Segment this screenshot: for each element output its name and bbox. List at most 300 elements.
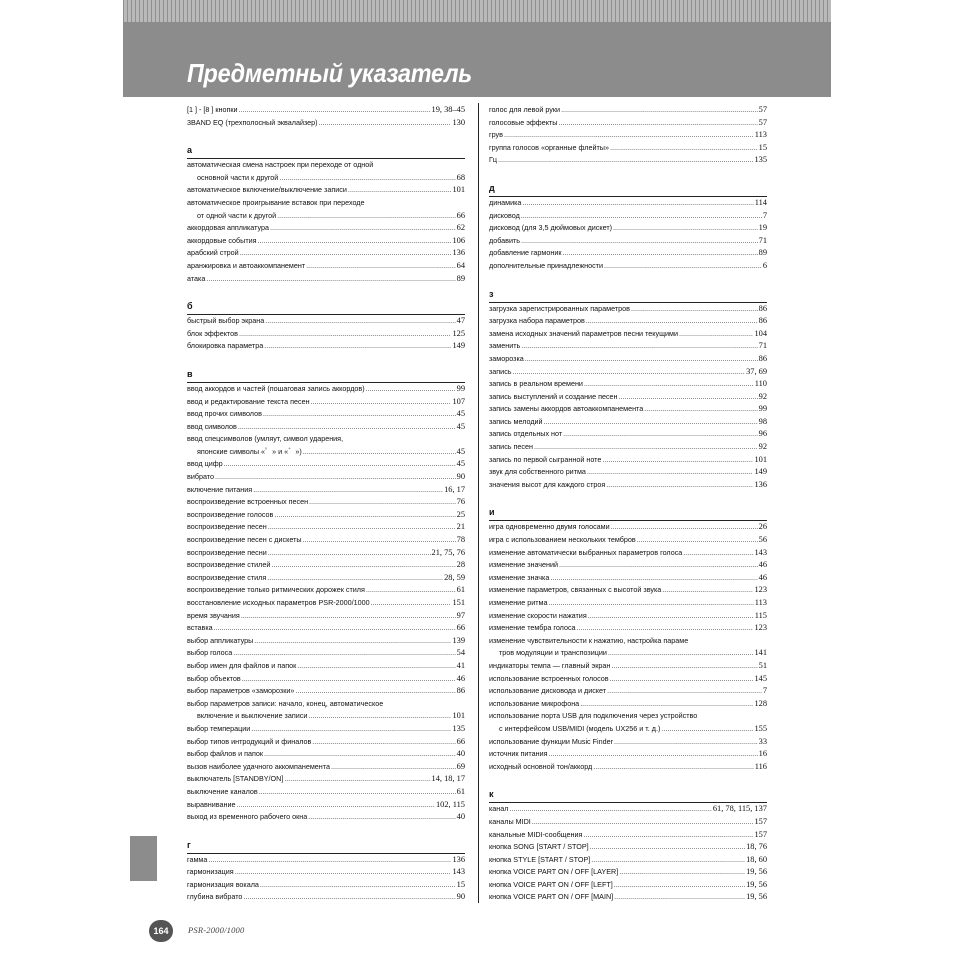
- index-page-refs: 69: [456, 761, 465, 771]
- leader-dots: [610, 142, 758, 155]
- index-entry: [187, 315, 465, 328]
- index-entry: [489, 403, 767, 416]
- index-page-refs: 40: [456, 812, 465, 822]
- index-term: динамика: [489, 197, 522, 207]
- index-page-refs: 151: [452, 598, 465, 607]
- index-entry: [489, 584, 767, 597]
- index-page-refs: 102, 115: [435, 799, 465, 809]
- index-intro-group: [489, 104, 767, 167]
- index-page-refs: 90: [456, 472, 465, 482]
- leader-dots: [637, 534, 758, 547]
- leader-dots: [509, 803, 711, 816]
- index-page-refs: 62: [456, 223, 465, 233]
- leader-dots: [563, 247, 758, 260]
- leader-dots: [279, 172, 455, 185]
- index-term: вставка: [187, 623, 213, 633]
- leader-dots: [534, 441, 758, 454]
- index-entry: [489, 647, 767, 660]
- leader-dots: [591, 854, 745, 867]
- leader-dots: [303, 534, 456, 547]
- leader-dots: [271, 559, 455, 572]
- leader-dots: [308, 811, 455, 824]
- index-page-refs: 116: [754, 761, 767, 771]
- index-term: воспроизведение песен: [187, 522, 267, 532]
- index-term: включение и выключение записи: [197, 711, 308, 721]
- index-entry: [187, 184, 465, 197]
- index-entry: [489, 479, 767, 492]
- index-term: запись по первой сыгранной ноте: [489, 454, 602, 464]
- index-page-refs: 19, 56: [746, 892, 767, 902]
- index-page-refs: 47: [456, 316, 465, 326]
- index-entry: [489, 534, 767, 547]
- index-page-refs: 115: [754, 610, 767, 620]
- index-page-refs: 89: [456, 273, 465, 283]
- index-entry: [489, 235, 767, 248]
- leader-dots: [241, 610, 456, 623]
- index-entry: [489, 879, 767, 892]
- index-page-refs: 57: [758, 105, 767, 114]
- index-term: замена исходных значений параметров песни текущими: [489, 328, 678, 338]
- index-entry: [489, 428, 767, 441]
- index-entry: [187, 383, 465, 396]
- index-page-refs: 45: [456, 459, 465, 469]
- index-entry: [489, 816, 767, 829]
- leader-dots: [584, 378, 754, 391]
- leader-dots: [214, 622, 456, 635]
- leader-dots: [559, 559, 758, 572]
- index-term: изменение параметров, связанных с высотой звука: [489, 585, 662, 595]
- index-page-refs: 149: [754, 467, 767, 477]
- section-letter-heading: г: [187, 840, 465, 854]
- index-page-refs: 56: [758, 535, 767, 545]
- index-term: воспроизведение только ритмических дорожек стиля: [187, 585, 365, 595]
- index-term: [1 ] - [8 ] кнопки: [187, 105, 238, 114]
- leader-dots: [583, 829, 753, 842]
- index-column-right: [489, 104, 767, 904]
- index-term: воспроизведение стиля: [187, 572, 267, 582]
- leader-dots: [284, 773, 430, 786]
- index-term: использование дисковода и дискет: [489, 686, 607, 696]
- leader-dots: [525, 353, 758, 366]
- index-term: выбор файлов и папок: [187, 749, 264, 759]
- index-entry: [489, 154, 767, 167]
- index-page-refs: 78: [456, 535, 465, 545]
- index-term: запись отдельных нот: [489, 429, 563, 439]
- index-page-refs: 99: [758, 404, 767, 414]
- index-page-refs: 15: [758, 142, 767, 152]
- index-entry: [489, 698, 767, 711]
- leader-dots: [606, 479, 753, 492]
- index-page-refs: 15: [456, 879, 465, 889]
- index-page-refs: 64: [456, 260, 465, 270]
- index-page-refs: 86: [758, 353, 767, 363]
- leader-dots: [306, 260, 455, 273]
- index-term: автоматическая смена настроек при переходе от одной: [187, 160, 374, 170]
- index-intro-group: [187, 104, 465, 129]
- index-entry: [489, 829, 767, 842]
- index-entry: [187, 891, 465, 904]
- leader-dots: [614, 736, 758, 749]
- index-page-refs: 25: [456, 509, 465, 519]
- index-page-refs: 76: [456, 497, 465, 507]
- index-section: [489, 507, 767, 773]
- index-entry: [489, 685, 767, 698]
- index-term: дисковод (для 3,5 дюймовых дискет): [489, 223, 613, 233]
- index-page-refs: 106: [452, 235, 465, 245]
- leader-dots: [513, 366, 746, 379]
- index-term: основной части к другой: [197, 172, 279, 182]
- index-term: выбор типов интродукций и финалов: [187, 736, 312, 746]
- index-entry: [187, 584, 465, 597]
- index-entry: [489, 660, 767, 673]
- leader-dots: [631, 303, 758, 316]
- index-entry: [489, 610, 767, 623]
- index-term: загрузка зарегистрированных параметров: [489, 303, 630, 313]
- index-page-refs: 123: [754, 585, 767, 595]
- index-entry: [489, 622, 767, 635]
- index-entry: [187, 159, 465, 172]
- leader-dots: [607, 685, 762, 698]
- index-page-refs: 16: [758, 749, 767, 759]
- leader-dots: [264, 748, 456, 761]
- leader-dots: [608, 647, 754, 660]
- index-page-refs: 21, 75, 76: [431, 547, 465, 557]
- leader-dots: [260, 879, 456, 892]
- index-entry: [187, 172, 465, 185]
- leader-dots: [239, 104, 431, 117]
- index-entry: [489, 841, 767, 854]
- index-term: глубина вибрато: [187, 892, 243, 902]
- index-page-refs: 86: [758, 303, 767, 313]
- index-page-refs: 101: [452, 711, 465, 721]
- index-entry: [187, 685, 465, 698]
- index-term: игра одновременно двумя голосами: [489, 522, 610, 532]
- leader-dots: [590, 841, 745, 854]
- index-term: аранжировка и автоаккомпанемент: [187, 260, 306, 270]
- leader-dots: [619, 391, 758, 404]
- index-term: голосовые эффекты: [489, 117, 558, 127]
- index-term: запись мелодий: [489, 416, 543, 426]
- leader-dots: [586, 315, 758, 328]
- index-section: [187, 301, 465, 353]
- leader-dots: [270, 222, 456, 235]
- index-page-refs: 54: [456, 648, 465, 658]
- index-term: изменение значений: [489, 560, 559, 570]
- index-page-refs: 7: [762, 210, 767, 220]
- section-letter-heading: в: [187, 369, 465, 383]
- index-page-refs: 71: [758, 235, 767, 245]
- index-entry: [187, 748, 465, 761]
- index-page-refs: 125: [452, 328, 465, 338]
- leader-dots: [521, 340, 757, 353]
- index-entry: [489, 572, 767, 585]
- index-page-refs: 28: [456, 560, 465, 570]
- leader-dots: [683, 547, 753, 560]
- index-term: загрузка набора параметров: [489, 316, 585, 326]
- leader-dots: [580, 698, 753, 711]
- index-page-refs: 141: [754, 648, 767, 658]
- index-page-refs: 46: [758, 560, 767, 570]
- leader-dots: [550, 572, 757, 585]
- leader-dots: [614, 891, 745, 904]
- index-entry: [489, 454, 767, 467]
- index-entry: [187, 433, 465, 446]
- leader-dots: [521, 210, 762, 223]
- leader-dots: [308, 710, 451, 723]
- index-page-refs: 113: [754, 598, 767, 607]
- index-term: голос для левой руки: [489, 105, 561, 114]
- index-page-refs: 107: [452, 396, 465, 406]
- leader-dots: [331, 761, 456, 774]
- index-entry: [187, 396, 465, 409]
- index-entry: [187, 635, 465, 648]
- index-term: использование встроенных голосов: [489, 673, 609, 683]
- index-term: кнопка VOICE PART ON / OFF [MAIN]: [489, 892, 614, 902]
- index-term: грув: [489, 130, 503, 140]
- index-page-refs: 136: [452, 854, 465, 864]
- index-page-refs: 104: [754, 328, 767, 338]
- index-section: [489, 183, 767, 273]
- leader-dots: [312, 736, 455, 749]
- index-page-refs: 139: [452, 635, 465, 645]
- index-entry: [187, 622, 465, 635]
- index-term: кнопка SONG [START / STOP]: [489, 842, 589, 852]
- leader-dots: [233, 647, 455, 660]
- index-page-refs: 135: [754, 155, 767, 165]
- leader-dots: [611, 521, 758, 534]
- leader-dots: [588, 610, 754, 623]
- index-term: дисковод: [489, 210, 520, 220]
- index-term: кнопка STYLE [START / STOP]: [489, 854, 591, 864]
- index-entry: [489, 247, 767, 260]
- index-term: гармонизация: [187, 867, 234, 877]
- index-term: группа голосов «органные флейты»: [489, 142, 609, 152]
- index-term: выравнивание: [187, 799, 236, 809]
- index-term: Гц: [489, 155, 498, 165]
- index-page-refs: 45: [456, 446, 465, 456]
- leader-dots: [602, 454, 753, 467]
- index-page-refs: 149: [452, 341, 465, 351]
- leader-dots: [593, 761, 754, 774]
- leader-dots: [268, 521, 456, 534]
- index-entry: [187, 117, 465, 130]
- index-entry: [489, 866, 767, 879]
- index-page-refs: 61: [456, 585, 465, 595]
- leader-dots: [611, 660, 757, 673]
- index-entry: [489, 673, 767, 686]
- index-entry: [489, 210, 767, 223]
- index-term: автоматическое включение/выключение записи: [187, 185, 347, 195]
- index-term: аккордовая аппликатура: [187, 223, 270, 233]
- index-page-refs: 19, 56: [746, 879, 767, 889]
- leader-dots: [265, 315, 455, 328]
- leader-dots: [366, 584, 456, 597]
- leader-dots: [235, 866, 452, 879]
- leader-dots: [563, 428, 757, 441]
- index-page-refs: 157: [754, 829, 767, 839]
- index-entry: [187, 235, 465, 248]
- leader-dots: [238, 421, 456, 434]
- index-page-refs: 71: [758, 341, 767, 351]
- index-term: выбор объектов: [187, 673, 241, 683]
- index-page-refs: 61, 78, 115, 137: [712, 804, 767, 814]
- index-term: ввод аккордов и частей (пошаговая запись аккордов): [187, 383, 365, 393]
- index-term: аккордовые события: [187, 235, 257, 245]
- index-entry: [187, 761, 465, 774]
- index-term: выключение каналов: [187, 786, 258, 796]
- index-page-refs: 136: [754, 479, 767, 489]
- section-letter-heading: к: [489, 789, 767, 803]
- index-page-refs: 99: [456, 383, 465, 393]
- index-page-refs: 46: [456, 673, 465, 683]
- leader-dots: [267, 572, 443, 585]
- index-term: канал: [489, 804, 509, 814]
- index-term: ввод спецсимволов (умляут, символ ударения,: [187, 434, 344, 444]
- index-page-refs: 40: [456, 749, 465, 759]
- index-page-refs: 86: [758, 316, 767, 326]
- index-page-refs: 130: [452, 117, 465, 127]
- index-term: атака: [187, 273, 206, 283]
- index-page-refs: 57: [758, 117, 767, 127]
- section-letter-heading: з: [489, 289, 767, 303]
- index-term: запись в реальном времени: [489, 379, 583, 389]
- index-page-refs: 143: [754, 547, 767, 557]
- footer-model-name: PSR-2000/1000: [188, 925, 245, 935]
- index-term: изменение чувствительности к нажатию, настройка параме: [489, 635, 689, 645]
- index-term: гамма: [187, 854, 208, 864]
- leader-dots: [243, 891, 455, 904]
- index-term: каналы MIDI: [489, 816, 531, 826]
- index-entry: [489, 328, 767, 341]
- index-term: использование порта USB для подключения через устройство: [489, 711, 698, 721]
- index-page-refs: 26: [758, 522, 767, 532]
- index-term: блок эффектов: [187, 328, 238, 338]
- leader-dots: [206, 273, 455, 286]
- index-term: добавить: [489, 235, 521, 245]
- leader-dots: [277, 210, 456, 223]
- index-term: выбор параметров записи: начало, конец, автоматическое: [187, 698, 384, 708]
- index-entry: [489, 597, 767, 610]
- index-page-refs: 143: [452, 867, 465, 877]
- index-term: время звучания: [187, 610, 240, 620]
- index-page-refs: 68: [456, 172, 465, 182]
- index-page-refs: 45: [456, 421, 465, 431]
- index-entry: [187, 521, 465, 534]
- leader-dots: [208, 854, 451, 867]
- index-entry: [489, 117, 767, 130]
- index-entry: [489, 260, 767, 273]
- index-term: индикаторы темпа — главный экран: [489, 660, 611, 670]
- leader-dots: [258, 235, 452, 248]
- index-entry: [187, 866, 465, 879]
- index-page-refs: 16, 17: [444, 484, 465, 494]
- page-number-badge: 164: [149, 920, 173, 942]
- index-term: заменить: [489, 341, 521, 351]
- index-entry: [489, 559, 767, 572]
- leader-dots: [371, 597, 452, 610]
- index-term: вызов наиболее удачного аккомпанемента: [187, 761, 330, 771]
- index-page-refs: 19: [758, 223, 767, 233]
- index-term: запись песен: [489, 442, 533, 452]
- index-page-refs: 97: [456, 610, 465, 620]
- leader-dots: [311, 396, 452, 409]
- index-page-refs: 18, 60: [746, 854, 767, 864]
- index-term: выбор параметров «заморозки»: [187, 686, 295, 696]
- index-page-refs: 157: [754, 816, 767, 826]
- index-entry: [489, 416, 767, 429]
- index-term: добавление гармоник: [489, 248, 562, 258]
- index-column-left: [187, 104, 465, 904]
- leader-dots: [644, 403, 757, 416]
- index-term: ввод прочих символов: [187, 409, 262, 419]
- index-term: выход из временного рабочего окна: [187, 812, 308, 822]
- header-band: [123, 22, 831, 97]
- index-entry: [187, 547, 465, 560]
- index-entry: [489, 521, 767, 534]
- index-page-refs: 135: [452, 723, 465, 733]
- index-page-refs: 89: [758, 248, 767, 258]
- index-term: источник питания: [489, 749, 548, 759]
- index-term: тров модуляции и транспозиции: [499, 648, 607, 658]
- leader-dots: [224, 458, 456, 471]
- index-term: ввод цифр: [187, 459, 223, 469]
- index-sections: [489, 183, 767, 904]
- leader-dots: [679, 328, 753, 341]
- leader-dots: [319, 117, 452, 130]
- index-page-refs: 128: [754, 698, 767, 708]
- section-letter-heading: и: [489, 507, 767, 521]
- index-term: кнопка VOICE PART ON / OFF [LAYER]: [489, 867, 619, 877]
- index-entry: [187, 799, 465, 812]
- leader-dots: [366, 383, 456, 396]
- leader-dots: [619, 866, 745, 879]
- index-section: [489, 289, 767, 492]
- index-entry: [187, 104, 465, 117]
- index-entry: [187, 559, 465, 572]
- leader-dots: [215, 471, 456, 484]
- index-term: дополнительные принадлежности: [489, 260, 603, 270]
- index-entry: [489, 315, 767, 328]
- index-term: использование микрофона: [489, 698, 580, 708]
- index-term: ввод символов: [187, 421, 237, 431]
- index-page-refs: 90: [456, 892, 465, 902]
- index-page-refs: 96: [758, 429, 767, 439]
- index-page-refs: 98: [758, 416, 767, 426]
- index-term: игра с использованием нескольких тембров: [489, 535, 636, 545]
- index-term: вибрато: [187, 472, 214, 482]
- index-entry: [187, 273, 465, 286]
- leader-dots: [504, 129, 754, 142]
- leader-dots: [239, 328, 451, 341]
- section-letter-heading: б: [187, 301, 465, 315]
- leader-dots: [662, 584, 753, 597]
- index-entry: [489, 129, 767, 142]
- index-term: выбор темперации: [187, 723, 251, 733]
- index-entry: [187, 534, 465, 547]
- index-term: воспроизведение стилей: [187, 560, 271, 570]
- index-page-refs: 86: [456, 686, 465, 696]
- index-entry: [489, 378, 767, 391]
- index-term: изменение значка: [489, 572, 550, 582]
- index-term: автоматическое проигрывание вставок при переходе: [187, 197, 365, 207]
- index-entry: [187, 710, 465, 723]
- leader-dots: [604, 260, 762, 273]
- index-page-refs: 14, 18, 17: [431, 774, 465, 784]
- index-term: включение питания: [187, 484, 253, 494]
- index-term: восстановление исходных параметров PSR-2000/1000: [187, 598, 370, 607]
- index-entry: [187, 597, 465, 610]
- index-page-refs: 21: [456, 522, 465, 532]
